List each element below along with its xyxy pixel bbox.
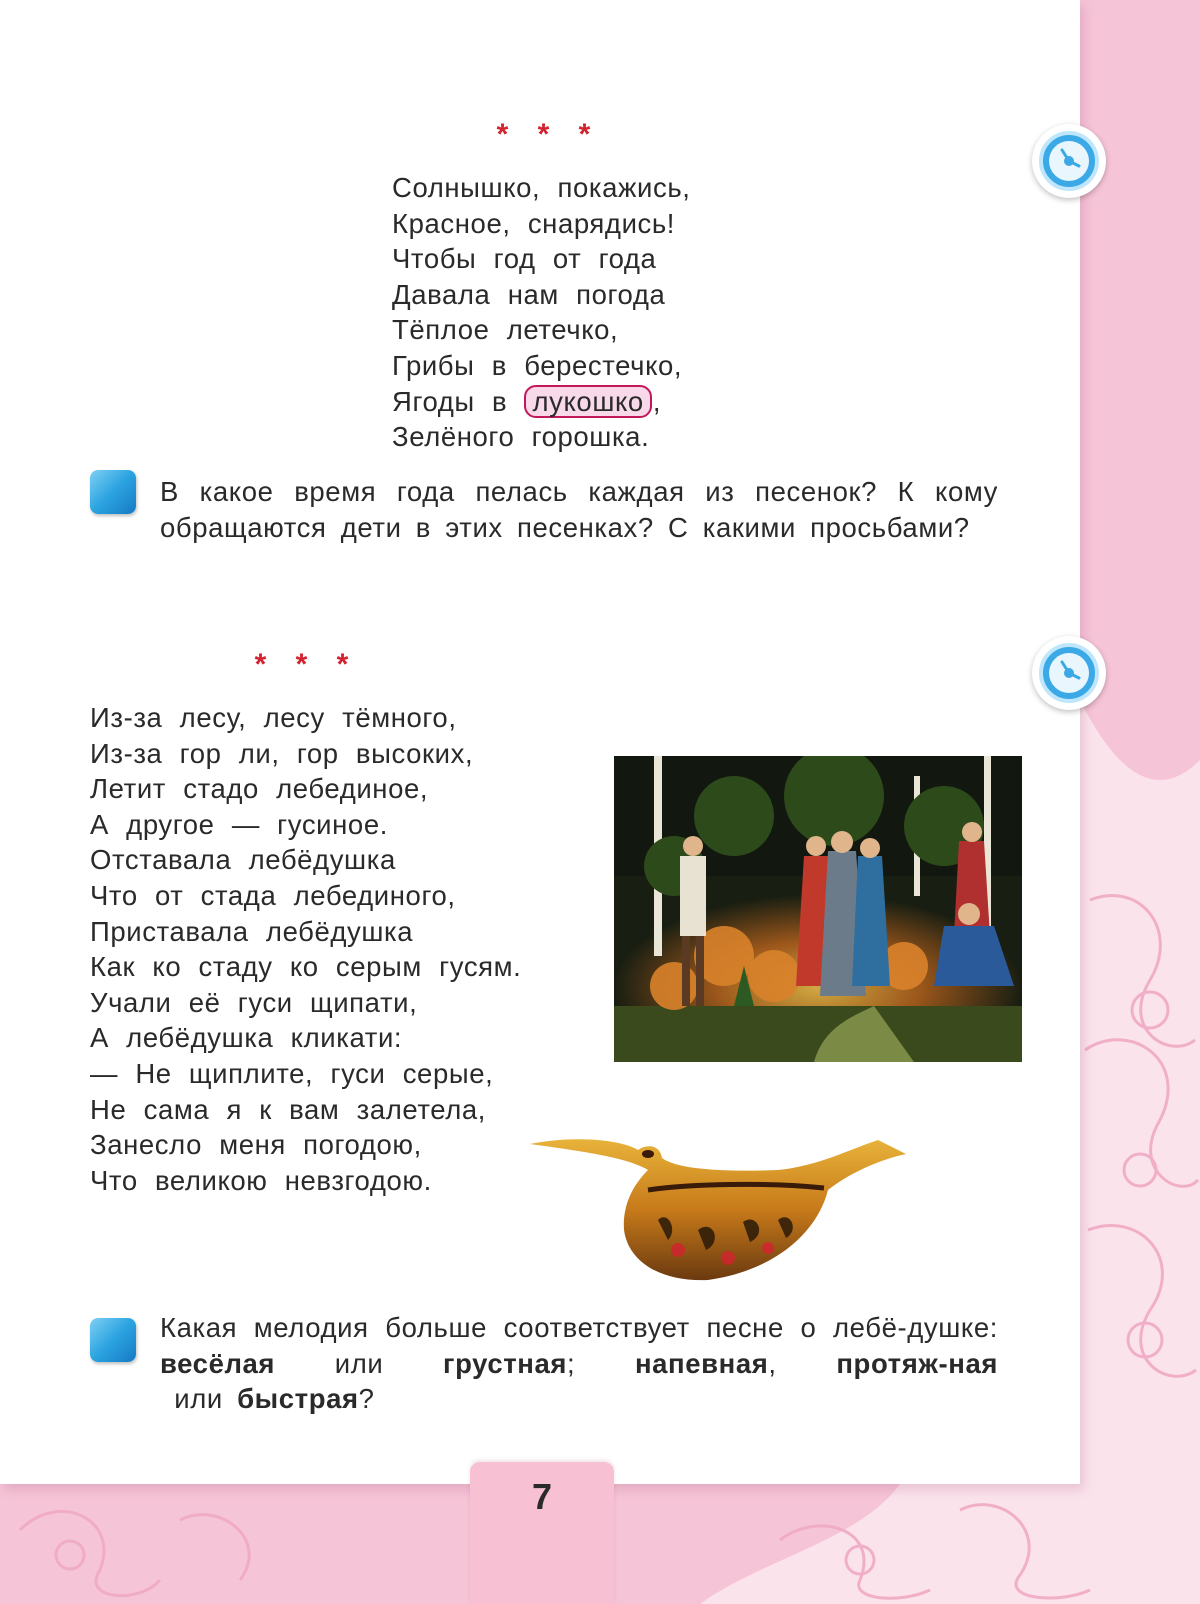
poem2-stars [240, 648, 363, 682]
question2 [160, 1310, 998, 1417]
question-text: , [768, 1347, 837, 1379]
star: * [254, 648, 267, 681]
question-marker [90, 1318, 136, 1362]
question-text: или [275, 1347, 444, 1379]
poem2 [90, 700, 521, 1198]
answer-option: протяж-ная [836, 1347, 998, 1379]
poem-line: Что от стада лебединого, [90, 879, 456, 911]
poem-line: А лебёдушка кликати: [90, 1022, 403, 1054]
poem-line: Солнышко, покажись, [392, 172, 691, 203]
poem-line: Давала нам погода [392, 278, 666, 310]
poem-line-text: Ягоды в [392, 385, 525, 417]
audio-icon[interactable] [1032, 124, 1106, 198]
poem-line: Тёплое летечко, [392, 314, 619, 346]
question-text: или [160, 1383, 238, 1414]
star: * [537, 118, 550, 151]
question-text: Какая мелодия больше соответствует песне о лебё-душке: [160, 1312, 998, 1343]
poem-line: А другое — гусиное. [90, 808, 388, 840]
poem1-stars [482, 118, 605, 152]
poem-line: Отставала лебёдушка [90, 844, 396, 876]
poem-line: Летит стадо лебединое, [90, 773, 429, 805]
poem-line: Чтобы год от года [392, 243, 657, 275]
poem-line: Учали её гуси щипати, [90, 986, 418, 1018]
poem-line: Красное, снарядись! [392, 207, 676, 239]
answer-option: весёлая [160, 1347, 276, 1379]
star: * [578, 118, 591, 151]
question1: В какое время года пелась каждая из песенок? К кому обращаются дети в этих песенках? С какими просьбами? [160, 476, 998, 543]
poem-line: Из-за гор ли, гор высоких, [90, 737, 474, 769]
poem-line: Не сама я к вам залетела, [90, 1093, 487, 1125]
page-number: 7 [531, 1476, 553, 1517]
poem-line: Занесло меня погодою, [90, 1129, 422, 1161]
poem-line: — Не щиплите, гуси серые, [90, 1057, 494, 1089]
answer-option: грустная [443, 1347, 568, 1379]
poem-line: Грибы в берестечко, [392, 349, 683, 381]
painted-ladle-image [528, 1130, 918, 1300]
poem-line: Что великою невзгодою. [90, 1164, 432, 1196]
audio-icon[interactable] [1032, 636, 1106, 710]
question-text: ; [567, 1347, 635, 1379]
answer-option: быстрая [237, 1383, 359, 1414]
poem-line: Зелёного горошка. [392, 421, 650, 453]
folk-painting-image [614, 756, 1022, 1062]
star: * [295, 648, 308, 681]
star: * [336, 648, 349, 681]
star: * [496, 118, 509, 151]
question-text: ? [358, 1383, 375, 1414]
page-number-tab [470, 1462, 614, 1604]
highlighted-word: лукошко [524, 385, 651, 418]
question-marker [90, 470, 136, 514]
poem1 [392, 170, 691, 455]
poem-line [392, 384, 691, 420]
answer-option: напевная [634, 1347, 769, 1379]
poem-line: Из-за лесу, лесу тёмного, [90, 702, 457, 733]
poem-line: Как ко стаду ко серым гусям. [90, 951, 522, 983]
poem-line-text: , [652, 385, 662, 417]
poem-line: Приставала лебёдушка [90, 915, 414, 947]
